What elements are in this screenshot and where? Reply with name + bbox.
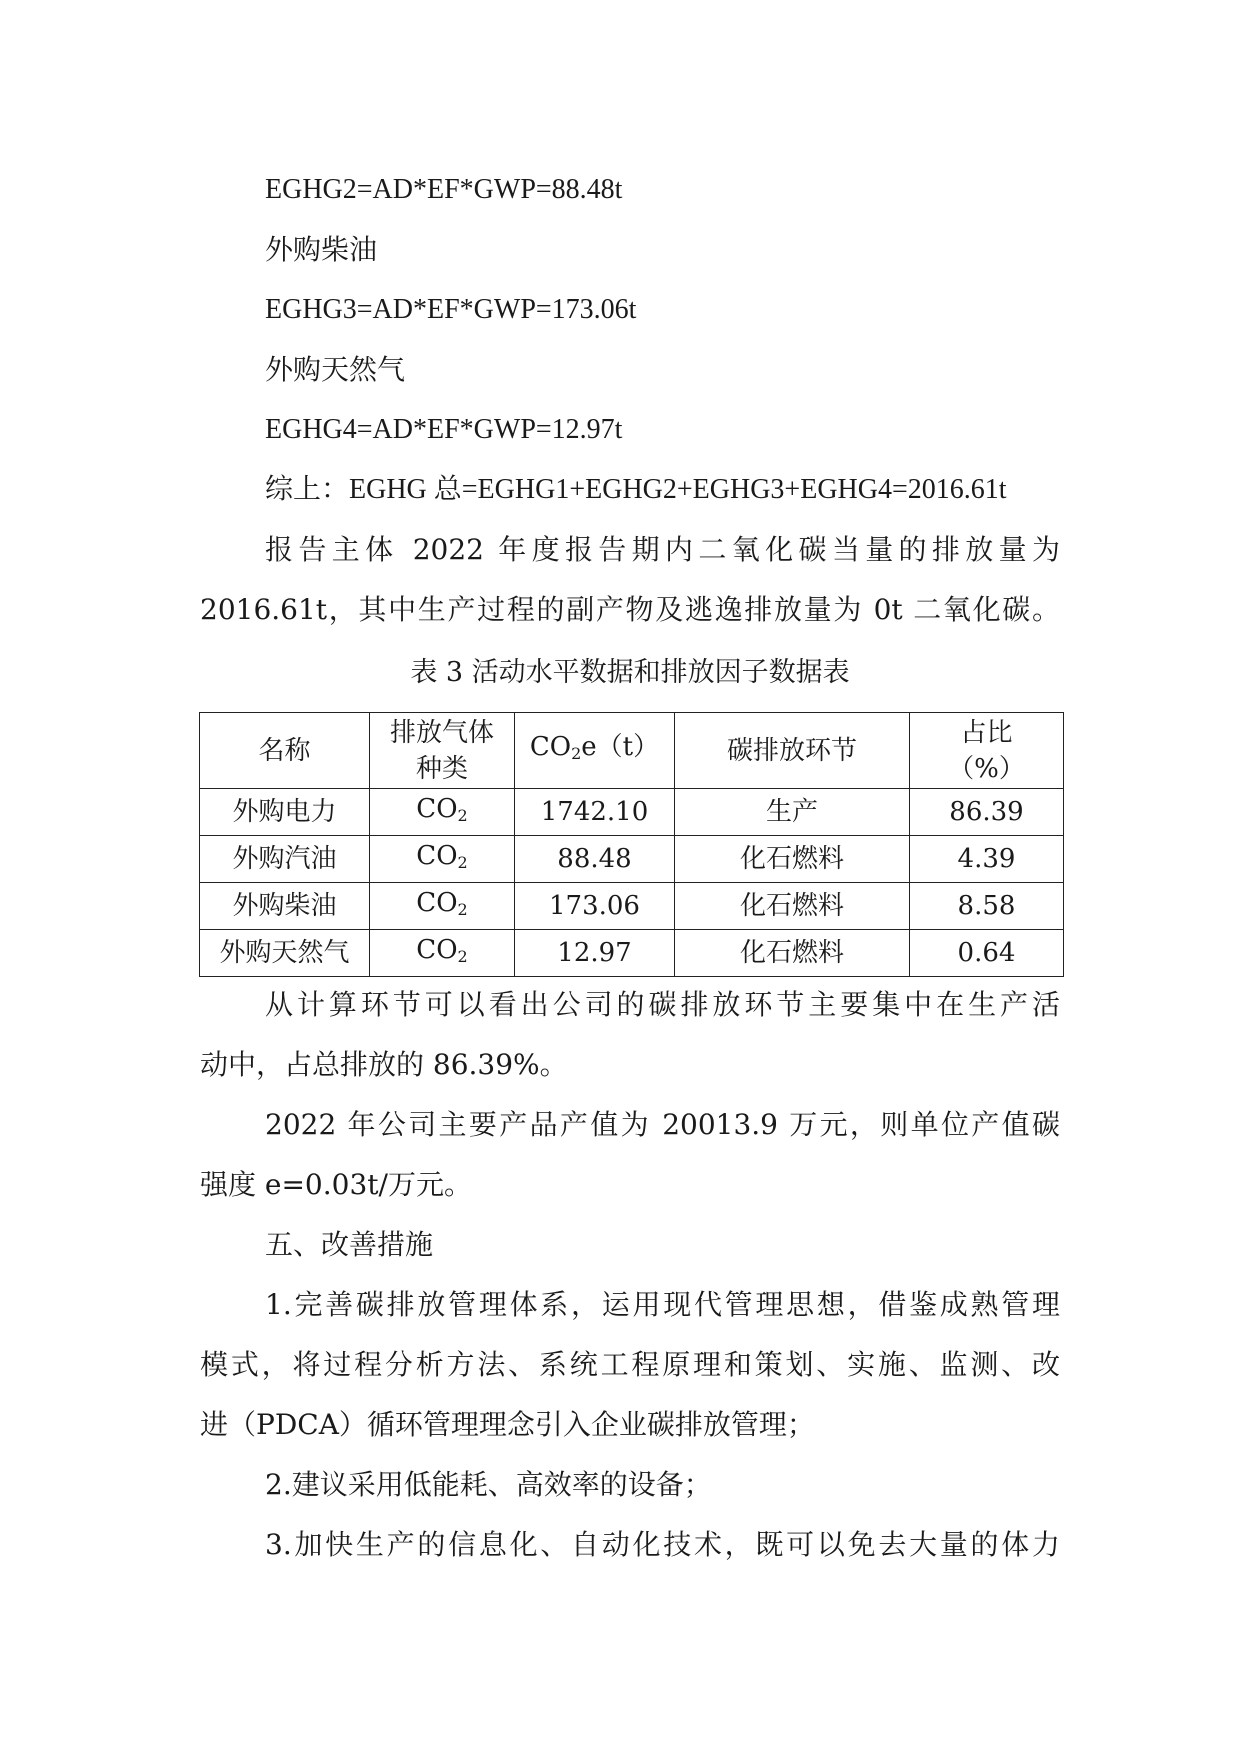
analysis-line-4: 强度 e=0.03t/万元。 [200,1168,472,1201]
cell-name: 外购汽油 [200,836,370,883]
table-row [200,930,1064,977]
cell-stage: 化石燃料 [675,883,910,930]
cell-share: 8.58 [910,883,1064,930]
cell-gas-sub: 2 [457,946,468,966]
formula-eghg3: EGHG3=AD*EF*GWP=173.06t [265,294,637,325]
cell-stage: 化石燃料 [675,836,910,883]
analysis-line-3: 2022 年公司主要产品产值为 20013.9 万元，则单位产值碳 [265,1108,1060,1141]
cell-stage: 生产 [675,789,910,836]
table-row [200,883,1064,930]
cell-share: 4.39 [910,836,1064,883]
cell-co2e: 173.06 [515,883,675,930]
measure-2: 2.建议采用低能耗、高效率的设备； [265,1468,712,1501]
header-name: 名称 [200,713,370,789]
cell-gas-sub: 2 [457,899,468,919]
table-header-row [200,713,1064,789]
summary-line-2: 2016.61t，其中生产过程的副产物及逃逸排放量为 0t 二氧化碳。 [200,593,1060,626]
section-heading: 五、改善措施 [265,1228,434,1261]
measure-3-line-1: 3.加快生产的信息化、自动化技术，既可以免去大量的体力 [265,1528,1060,1561]
emissions-table [199,712,1064,977]
header-gas-line1: 排放气体 [389,717,494,748]
cell-gas [370,789,515,836]
cell-gas-text: CO [416,887,458,918]
cell-stage: 化石燃料 [675,930,910,977]
table-row [200,789,1064,836]
cell-share: 86.39 [910,789,1064,836]
measure-1-line-2: 模式，将过程分析方法、系统工程原理和策划、实施、监测、改 [200,1348,1060,1381]
table-row [200,836,1064,883]
analysis-line-2: 动中，占总排放的 86.39%。 [200,1048,568,1081]
label-diesel: 外购柴油 [265,233,378,266]
header-co2e [515,713,675,789]
label-natural-gas: 外购天然气 [265,353,406,386]
summary-line-1: 报告主体 2022 年度报告期内二氧化碳当量的排放量为 [265,533,1060,566]
cell-co2e: 88.48 [515,836,675,883]
cell-gas-sub: 2 [457,805,468,825]
cell-gas [370,883,515,930]
formula-eghg2: EGHG2=AD*EF*GWP=88.48t [265,174,623,205]
cell-gas-text: CO [416,793,458,824]
cell-gas [370,930,515,977]
cell-name: 外购电力 [200,789,370,836]
formula-eghg4: EGHG4=AD*EF*GWP=12.97t [265,414,623,445]
cell-gas-text: CO [416,934,458,965]
cell-gas-text: CO [416,840,458,871]
header-co2e-suffix: e（t） [581,732,660,762]
cell-gas [370,836,515,883]
header-co2e-prefix: CO [529,732,572,762]
header-gas-type [370,713,515,789]
cell-name: 外购柴油 [200,883,370,930]
header-share [910,713,1064,789]
analysis-line-1: 从计算环节可以看出公司的碳排放环节主要集中在生产活 [265,988,1060,1021]
header-stage: 碳排放环节 [675,713,910,789]
header-share-line2: （%） [948,753,1025,784]
cell-name: 外购天然气 [200,930,370,977]
header-share-line1: 占比 [960,717,1013,748]
header-co2e-sub: 2 [571,744,582,763]
formula-total: 综上：EGHG 总=EGHG1+EGHG2+EGHG3+EGHG4=2016.61t [265,474,1007,505]
cell-gas-sub: 2 [457,852,468,872]
cell-co2e: 12.97 [515,930,675,977]
header-gas-line2: 种类 [415,753,468,784]
cell-co2e: 1742.10 [515,789,675,836]
measure-1-line-3: 进（PDCA）循环管理理念引入企业碳排放管理； [200,1408,815,1441]
table-caption: 表 3 活动水平数据和排放因子数据表 [410,657,850,688]
measure-1-line-1: 1.完善碳排放管理体系，运用现代管理思想，借鉴成熟管理 [265,1288,1060,1321]
cell-share: 0.64 [910,930,1064,977]
